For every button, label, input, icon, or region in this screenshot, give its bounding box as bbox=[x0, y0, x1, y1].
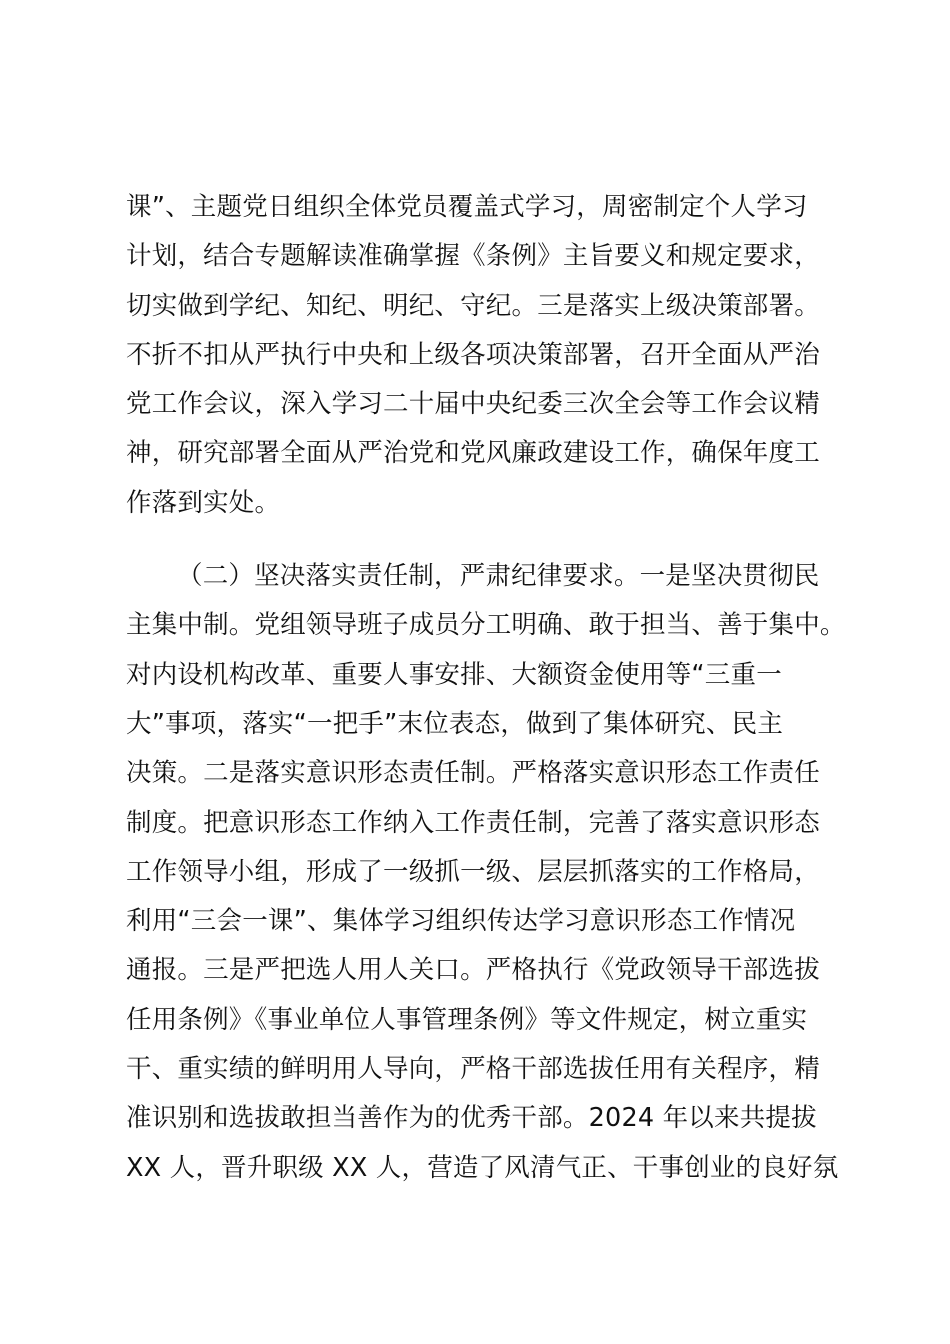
text-line-indented: （二）坚决落实责任制，严肃纪律要求。一是坚决贯彻民 bbox=[177, 561, 820, 592]
text-line: 对内设机构改革、重要人事安排、大额资金使用等“三重一 bbox=[126, 659, 782, 690]
text-line: 计划，结合专题解读准确掌握《条例》主旨要义和规定要求， bbox=[126, 241, 820, 272]
text-line: 不折不扣从严执行中央和上级各项决策部署，召开全面从严治 bbox=[126, 339, 820, 370]
text-line: 切实做到学纪、知纪、明纪、守纪。三是落实上级决策部署。 bbox=[126, 290, 820, 321]
text-line: 利用“三会一课”、集体学习组织传达学习意识形态工作情况 bbox=[126, 906, 796, 937]
text-line: 准识别和选拔敢担当善作为的优秀干部。2024 年以来共提拔 bbox=[126, 1103, 817, 1134]
text-line: 通报。三是严把选人用人关口。严格执行《党政领导干部选拔 bbox=[126, 955, 820, 986]
text-line: 主集中制。党组领导班子成员分工明确、敢于担当、善于集中。 bbox=[126, 610, 846, 641]
document-body bbox=[126, 183, 846, 1193]
paragraph-2 bbox=[126, 552, 846, 1193]
text-line: 大”事项，落实“一把手”末位表态，做到了集体研究、民主 bbox=[126, 708, 784, 739]
text-line: 制度。把意识形态工作纳入工作责任制，完善了落实意识形态 bbox=[126, 807, 820, 838]
text-line: XX 人，晋升职级 XX 人，营造了风清气正、干事创业的良好氛 bbox=[126, 1152, 839, 1183]
text-line: 工作领导小组，形成了一级抓一级、层层抓落实的工作格局， bbox=[126, 856, 820, 887]
paragraph-gap bbox=[126, 528, 846, 552]
text-line: 作落到实处。 bbox=[126, 487, 281, 518]
text-line: 决策。二是落实意识形态责任制。严格落实意识形态工作责任 bbox=[126, 758, 820, 789]
text-line: 课”、主题党日组织全体党员覆盖式学习，周密制定个人学习 bbox=[126, 192, 808, 222]
text-line: 党工作会议，深入学习二十届中央纪委三次全会等工作会议精 bbox=[126, 389, 820, 420]
text-line: 干、重实绩的鲜明用人导向，严格干部选拔任用有关程序，精 bbox=[126, 1054, 820, 1085]
text-line: 任用条例》《事业单位人事管理条例》等文件规定，树立重实 bbox=[126, 1004, 808, 1035]
paragraph-1 bbox=[126, 183, 846, 528]
text-line: 神，研究部署全面从严治党和党风廉政建设工作，确保年度工 bbox=[126, 438, 820, 469]
